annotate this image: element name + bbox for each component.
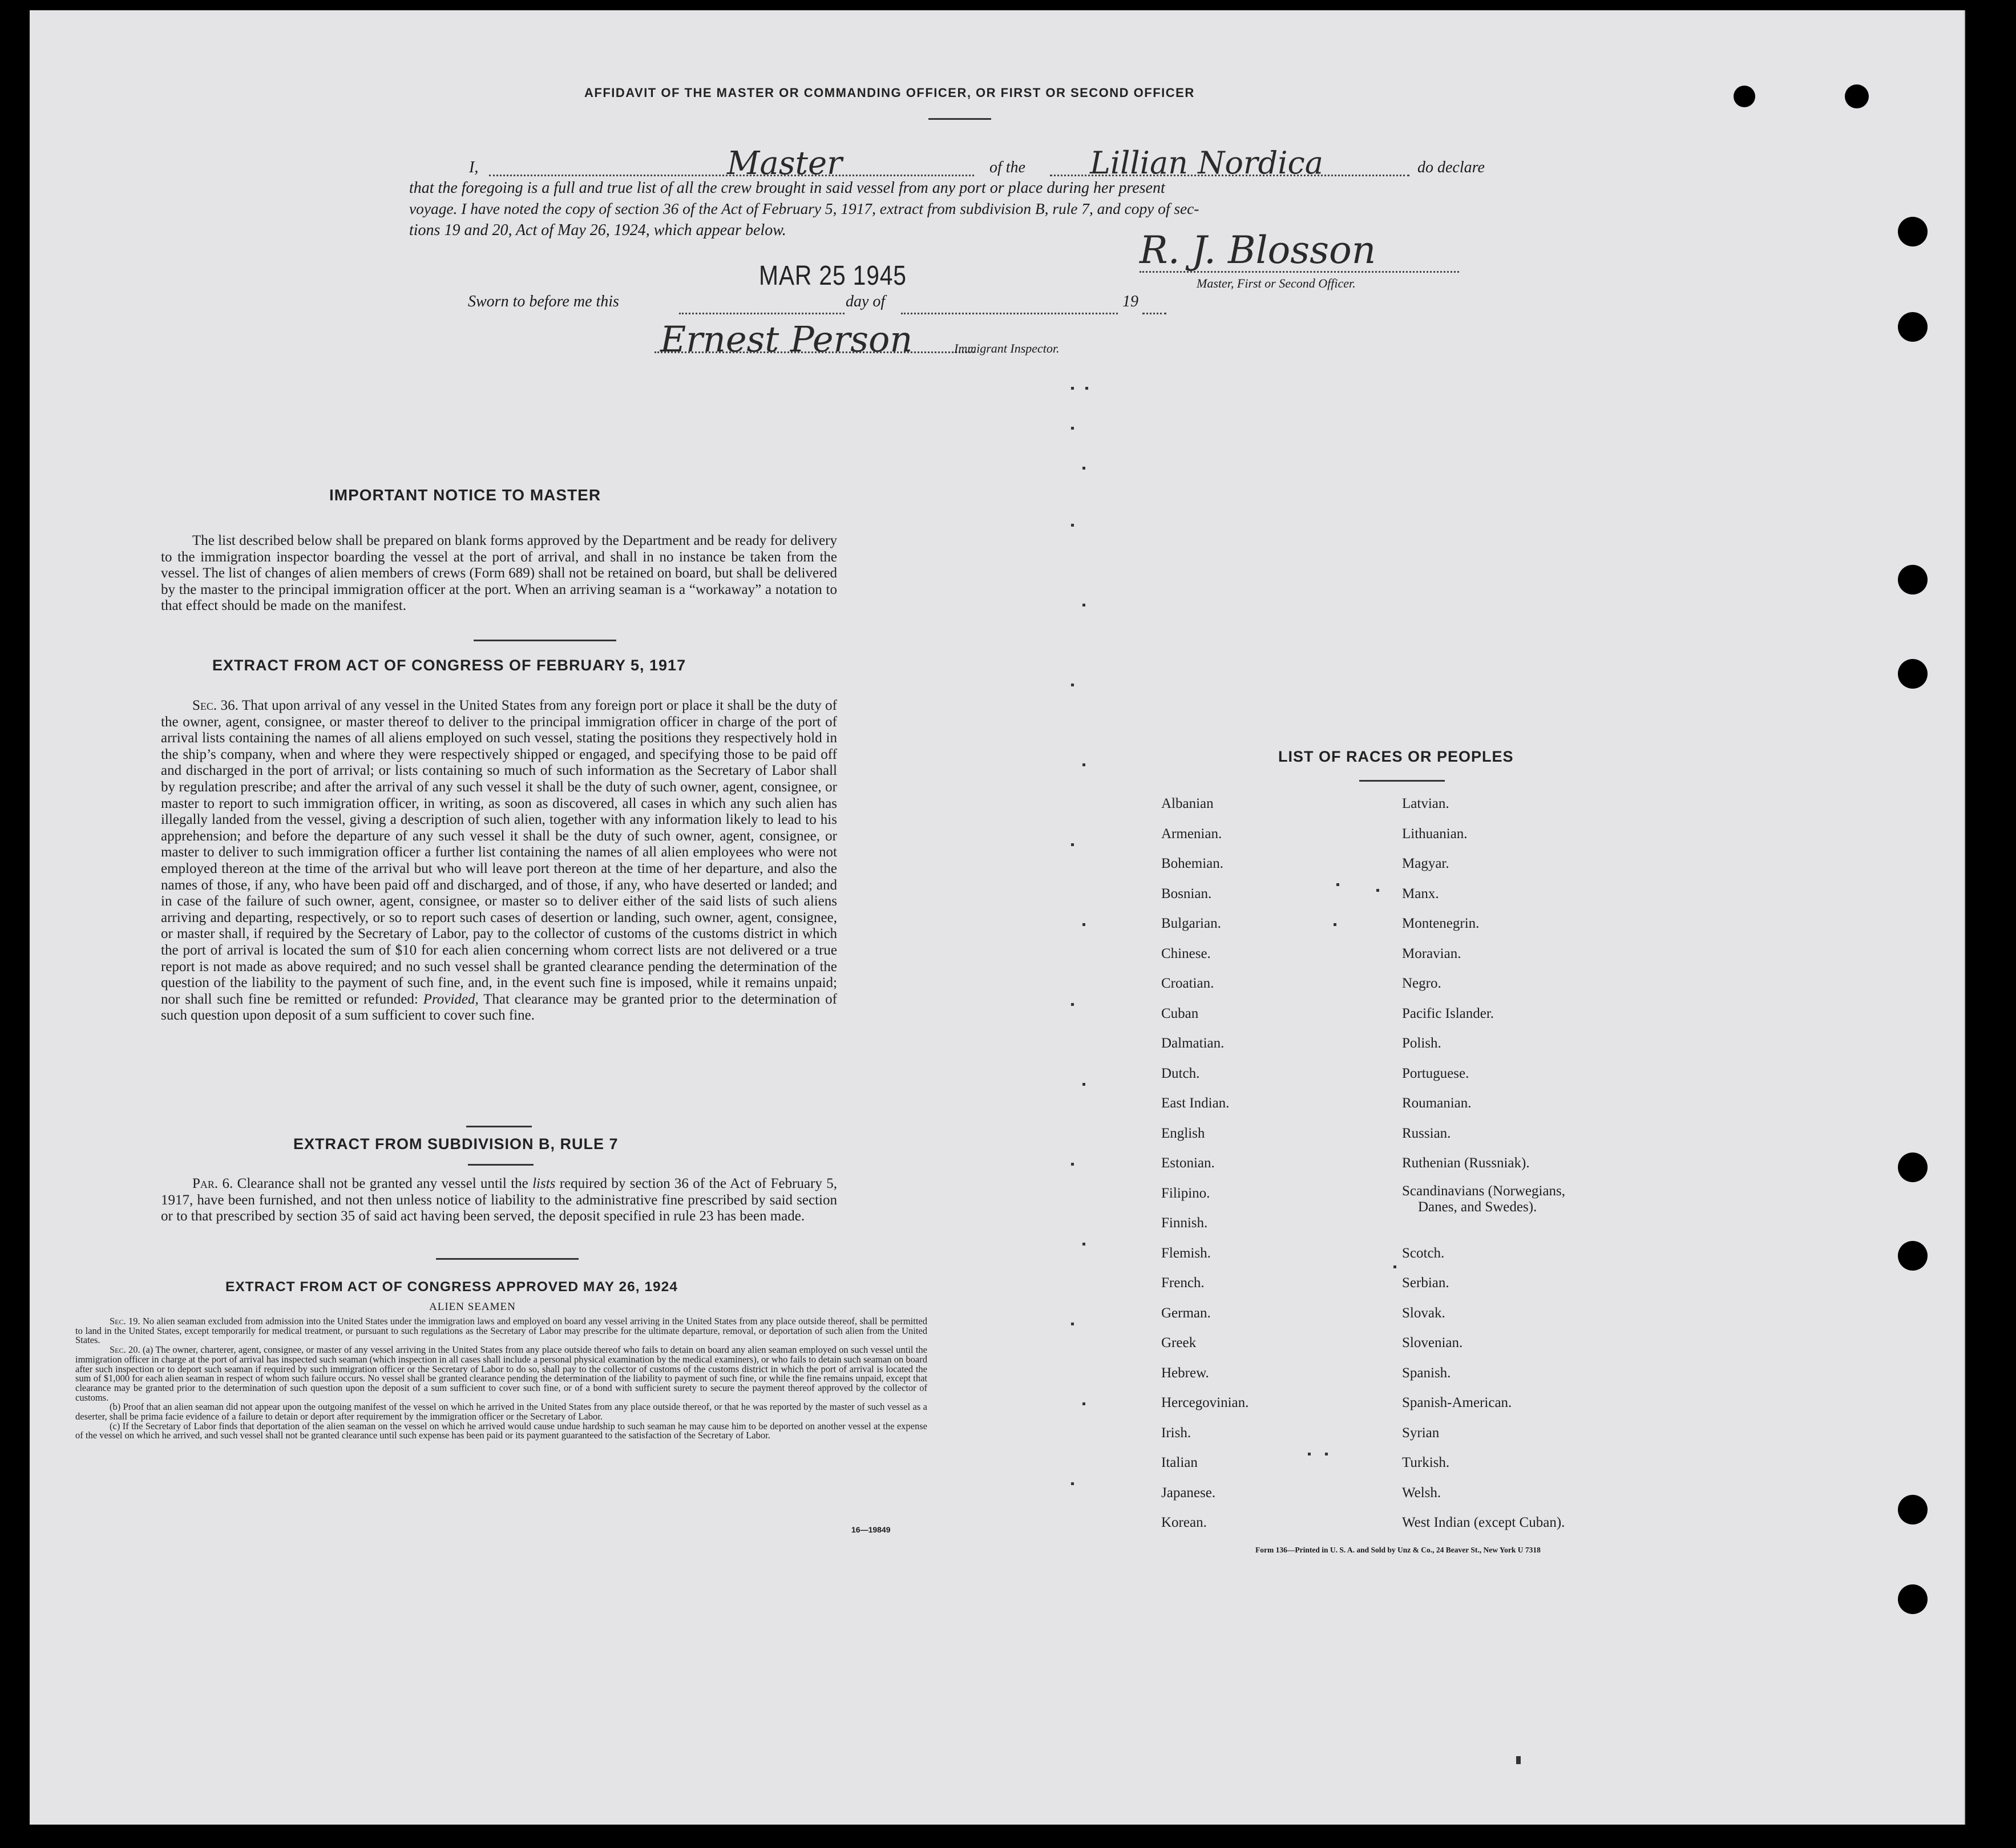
race-item: Hercegovinian. [1161,1395,1249,1410]
race-item: Cuban [1161,1005,1199,1021]
binder-hole [1898,1495,1928,1525]
race-item: Ruthenian (Russniak). [1402,1155,1530,1171]
section-20a-text: (a) The owner, charterer, agent, consignee, or master of any vessel arriving in the United States from any place outside thereof who fails to detain on board any alien seaman employed on such vessel until the immigration officer in charge at the port of arrival has inspected such seaman (which inspection in all cases shall include a personal physical examination by the medical examiners), or who fails to detain such seaman on board after such inspection or to deport such seaman if required by such immigration officer or the Secretary of Labor to do so, shall pay to the collector of customs of the customs district in which the port of arrival is located the sum of $1,000 for each alien seaman in respect of whom such failure occurs. No vessel shall be granted clearance pending the determination of the liability to payment of such fine, or while the fine remains unpaid, except that clearance may be granted prior to the determination of such question upon the deposit of a sum sufficient to cover such fine, or of a bond with sufficient surety to secure the payment thereof approved by the collector of customs. [75,1344,927,1403]
race-item: Hebrew. [1161,1365,1209,1381]
race-item: Spanish. [1402,1365,1451,1381]
speck [1071,427,1074,430]
race-item: Scotch. [1402,1245,1445,1261]
speck [1071,524,1074,527]
declaration-line-1 [469,146,1519,180]
speck [1082,923,1085,926]
section-20c-text: (c) If the Secretary of Labor finds that deportation of the alien seaman on the vessel on which he arrived would cause undue hardship to such seaman he may cause him to be deported on another vessel at the expense of the vessel on which he arrived, and such vessel shall not be granted clearance until such expense has been paid or its payment guaranteed to the satisfaction of the Secretary of Labor. [75,1420,927,1441]
binder-hole [1898,659,1928,689]
binder-hole [1898,1584,1928,1614]
speck [1308,1453,1311,1455]
section-19-number: Sec. 19. [110,1316,140,1327]
speck [1325,1453,1328,1455]
section-20b-text: (b) Proof that an alien seaman did not appear upon the outgoing manifest of the vessel on which he arrived in the United States from any place outside thereof, or that he was reported by the master of such vessel as a deserter, shall be prima facie evidence of a failure to detain or deport after requirement by the immigration officer or the Secretary of Labor. [75,1401,927,1422]
race-item: Croatian. [1161,976,1214,991]
binder-hole [1898,217,1928,246]
race-item: Roumanian. [1402,1095,1472,1111]
race-item: Russian. [1402,1125,1451,1141]
race-item: Danes, and Swedes). [1418,1199,1537,1215]
race-item: French. [1161,1275,1205,1291]
affidavit-page [30,10,1965,1825]
races-left-column [1161,796,1389,1538]
race-item: West Indian (except Cuban). [1402,1515,1565,1530]
of-the-label: of the [989,159,1025,176]
race-item: Slovenian. [1402,1335,1463,1350]
i-label: I, [469,159,479,176]
race-item: Serbian. [1402,1275,1449,1291]
speck [1082,1083,1085,1086]
speck [1071,1003,1074,1006]
master-signature-line [1140,271,1459,273]
binder-hole [1898,1153,1928,1182]
race-item: Estonian. [1161,1155,1215,1171]
race-item: Lithuanian. [1402,826,1468,842]
alien-seamen-subtitle: ALIEN SEAMEN [429,1301,516,1313]
race-item: Manx. [1402,885,1439,901]
speck [1376,889,1379,892]
sworn-day-line [679,313,845,314]
speck [1071,1482,1074,1485]
race-item: Dutch. [1161,1065,1200,1081]
speck [1071,387,1074,390]
race-item: Pacific Islander. [1402,1005,1494,1021]
race-item: Spanish-American. [1402,1395,1512,1410]
race-item: Armenian. [1161,826,1222,842]
race-item: Turkish. [1402,1455,1450,1470]
divider [468,1164,534,1166]
inspector-signature-line [655,351,974,353]
race-item: Flemish. [1161,1245,1211,1261]
race-item: Latvian. [1402,796,1449,811]
declaration-line-2: that the foregoing is a full and true list of all the crew brought in said vessel from any port or place during her present [409,179,1165,197]
paragraph-number: Par. 6. [192,1176,233,1191]
races-title: LIST OF RACES OR PEOPLES [1278,748,1514,765]
speck [1336,883,1339,886]
rule7-title: EXTRACT FROM SUBDIVISION B, RULE 7 [293,1135,619,1153]
race-item: Welsh. [1402,1485,1441,1501]
divider [928,118,991,120]
race-item: Finnish. [1161,1215,1208,1231]
section-number: Sec. 36. [192,698,239,713]
speck [1516,1756,1521,1764]
races-right-column [1402,796,1744,1538]
race-item: Irish. [1161,1425,1191,1441]
date-stamp: MAR 25 1945 [759,261,907,291]
master-caption: Master, First or Second Officer. [1197,276,1356,290]
binder-hole [1734,86,1755,107]
race-item: Montenegrin. [1402,916,1480,931]
divider [474,640,616,641]
race-item: Japanese. [1161,1485,1216,1501]
divider [436,1258,579,1260]
race-item: Slovak. [1402,1305,1445,1321]
extract-1917-body [161,698,837,1024]
speck [1334,923,1336,926]
rule7-body [161,1176,837,1225]
speck [1082,763,1085,766]
month-line [901,313,1118,314]
race-item: Chinese. [1161,945,1211,961]
extract-1924-title: EXTRACT FROM ACT OF CONGRESS APPROVED MAY 26, 1924 [225,1279,678,1295]
race-item: Syrian [1402,1425,1440,1441]
printer-imprint: Form 136—Printed in U. S. A. and Sold by Unz & Co., 24 Beaver St., New York U 7318 [1255,1546,1541,1554]
race-item: Magyar. [1402,856,1449,871]
inspector-signature: Ernest Person [660,318,913,360]
race-item: Albanian [1161,796,1214,811]
section-20-number: Sec. 20. [110,1344,140,1356]
master-signature: R. J. Blosson [1140,228,1376,272]
sworn-label: Sworn to before me this [468,293,619,310]
binder-hole [1845,84,1869,108]
do-declare-label: do declare [1417,159,1485,176]
race-item: Polish. [1402,1036,1441,1051]
speck [1071,684,1074,686]
divider [1359,780,1445,782]
speck [1071,843,1074,846]
lists-word: lists [532,1176,556,1191]
race-item: English [1161,1125,1205,1141]
handwritten-rank: Master [727,145,842,182]
year-prefix: 19 [1122,293,1138,310]
race-item: Scandinavians (Norwegians, [1402,1183,1566,1199]
year-line [1142,313,1166,314]
race-item: Bohemian. [1161,856,1224,871]
race-item: Portuguese. [1402,1065,1469,1081]
form-code: 16—19849 [851,1525,891,1534]
binder-hole [1898,312,1928,342]
race-item: Filipino. [1161,1185,1210,1201]
race-item: Korean. [1161,1515,1207,1530]
race-item: Dalmatian. [1161,1036,1225,1051]
extract-1917-text-end: That clearance may be granted prior to the determination of such question upon deposit of a sum sufficient to cover such fine. [161,991,837,1024]
race-item: East Indian. [1161,1095,1230,1111]
race-item: German. [1161,1305,1211,1321]
divider [466,1126,532,1127]
notice-text: The list described below shall be prepared on blank forms approved by the Department and be ready for delivery to the immigration inspector boarding the vessel at the port of arrival, and shall in no instance be taken from the vessel. The list of changes of alien members of crews (Form 689) shall not be retained on board, but shall be delivered by the master to the principal immigration officer at the port. When an arriving seaman is a “workaway” a notation to that effect should be made on the manifest. [161,533,837,614]
handwritten-vessel-name: Lillian Nordica [1090,145,1323,181]
declaration-line-3: voyage. I have noted the copy of section 36 of the Act of February 5, 1917, extract from subdivision B, rule 7, and copy of sec- [409,200,1199,217]
affidavit-title: AFFIDAVIT OF THE MASTER OR COMMANDING OFFICER, OR FIRST OR SECOND OFFICER [584,86,1195,100]
race-item: Italian [1161,1455,1198,1470]
notice-body [161,533,837,614]
provided-word: Provided, [423,991,479,1007]
inspector-caption: Immigrant Inspector. [954,341,1060,355]
race-item: Negro. [1402,976,1441,991]
extract-1924-body [75,1317,927,1441]
rule7-text: Clearance shall not be granted any vessel until the [237,1176,528,1191]
notice-title: IMPORTANT NOTICE TO MASTER [329,486,601,504]
extract-1917-title: EXTRACT FROM ACT OF CONGRESS OF FEBRUARY 5, 1917 [212,657,686,674]
binder-hole [1898,1241,1928,1271]
speck [1085,387,1088,390]
extract-1917-text: That upon arrival of any vessel in the United States from any foreign port or place it shall be the duty of the owner, agent, consignee, or master thereof to deliver to the principal immigration officer in charge of the port of arrival lists containing the names of all aliens employed on such vessel, stating the positions they respectively hold in the ship’s company, when and where they were respectively shipped or engaged, and specifying those to be paid off and discharged in the port of arrival; or lists containing so much of such information as the Secretary of Labor shall by regulation prescribe; and after the arrival of any such vessel it shall be the duty of such owner, agent, consignee, or master to report to such immigration officer, in writing, as soon as discovered, all cases in which any such alien has illegally landed from the vessel, giving a description of such alien, together with any information likely to lead to his apprehension; and before the departure of any such vessel it shall be the duty of such owner, agent, consignee, or master to deliver to such immigration officer a further list containing the names of all alien employees who were not employed thereon at the time of the arrival but who will leave port thereon at the time of her departure, and also the names of those, if any, who have been paid off and discharged, and of those, if any, who have deserted or landed; and in case of the failure of such owner, agent, consignee, or master so to deliver either of the said lists of such aliens arriving and departing, respectively, or so to report such cases of desertion or landing, such owner, agent, consignee, or master shall, if required by the Secretary of Labor, pay to the collector of customs of the customs district in which the port of arrival is located the sum of $10 for each alien concerning whom correct lists are not delivered or a true report is not made as above required; and no such vessel shall be granted clearance pending the determination of the question of the liability to the payment of such fine, and, in the event such fine is imposed, while it remains unpaid; nor shall such fine be remitted or refunded: [161,698,837,1007]
section-19-text: No alien seaman excluded from admission into the United States under the immigration laws and employed on board any vessel arriving in the United States from any place outside thereof, shall be permitted to land in the United States, except temporarily for medical treatment, or pursuant to such regulations as the Secretary of Labor may prescribe for the ultimate departure, removal, or deportation of such alien from the United States. [75,1316,928,1346]
declaration-line-4: tions 19 and 20, Act of May 26, 1924, which appear below. [409,221,786,239]
speck [1071,1163,1074,1166]
speck [1071,1323,1074,1325]
speck [1082,604,1085,606]
race-item: Greek [1161,1335,1197,1350]
race-item: Bulgarian. [1161,916,1221,931]
speck [1082,1243,1085,1246]
speck [1082,1402,1085,1405]
day-of-label: day of [846,293,886,310]
binder-hole [1898,565,1928,595]
race-item: Bosnian. [1161,885,1212,901]
rule7-text-end: required by section 36 of the Act of February 5, 1917, have been furnished, and not then unless notice of liability to the administrative fine prescribed by said section or to that prescribed by section 35 of said act having been served, the deposit specified in rule 23 has been made. [161,1176,837,1224]
speck [1393,1265,1396,1268]
race-item: Moravian. [1402,945,1461,961]
speck [1082,467,1085,470]
